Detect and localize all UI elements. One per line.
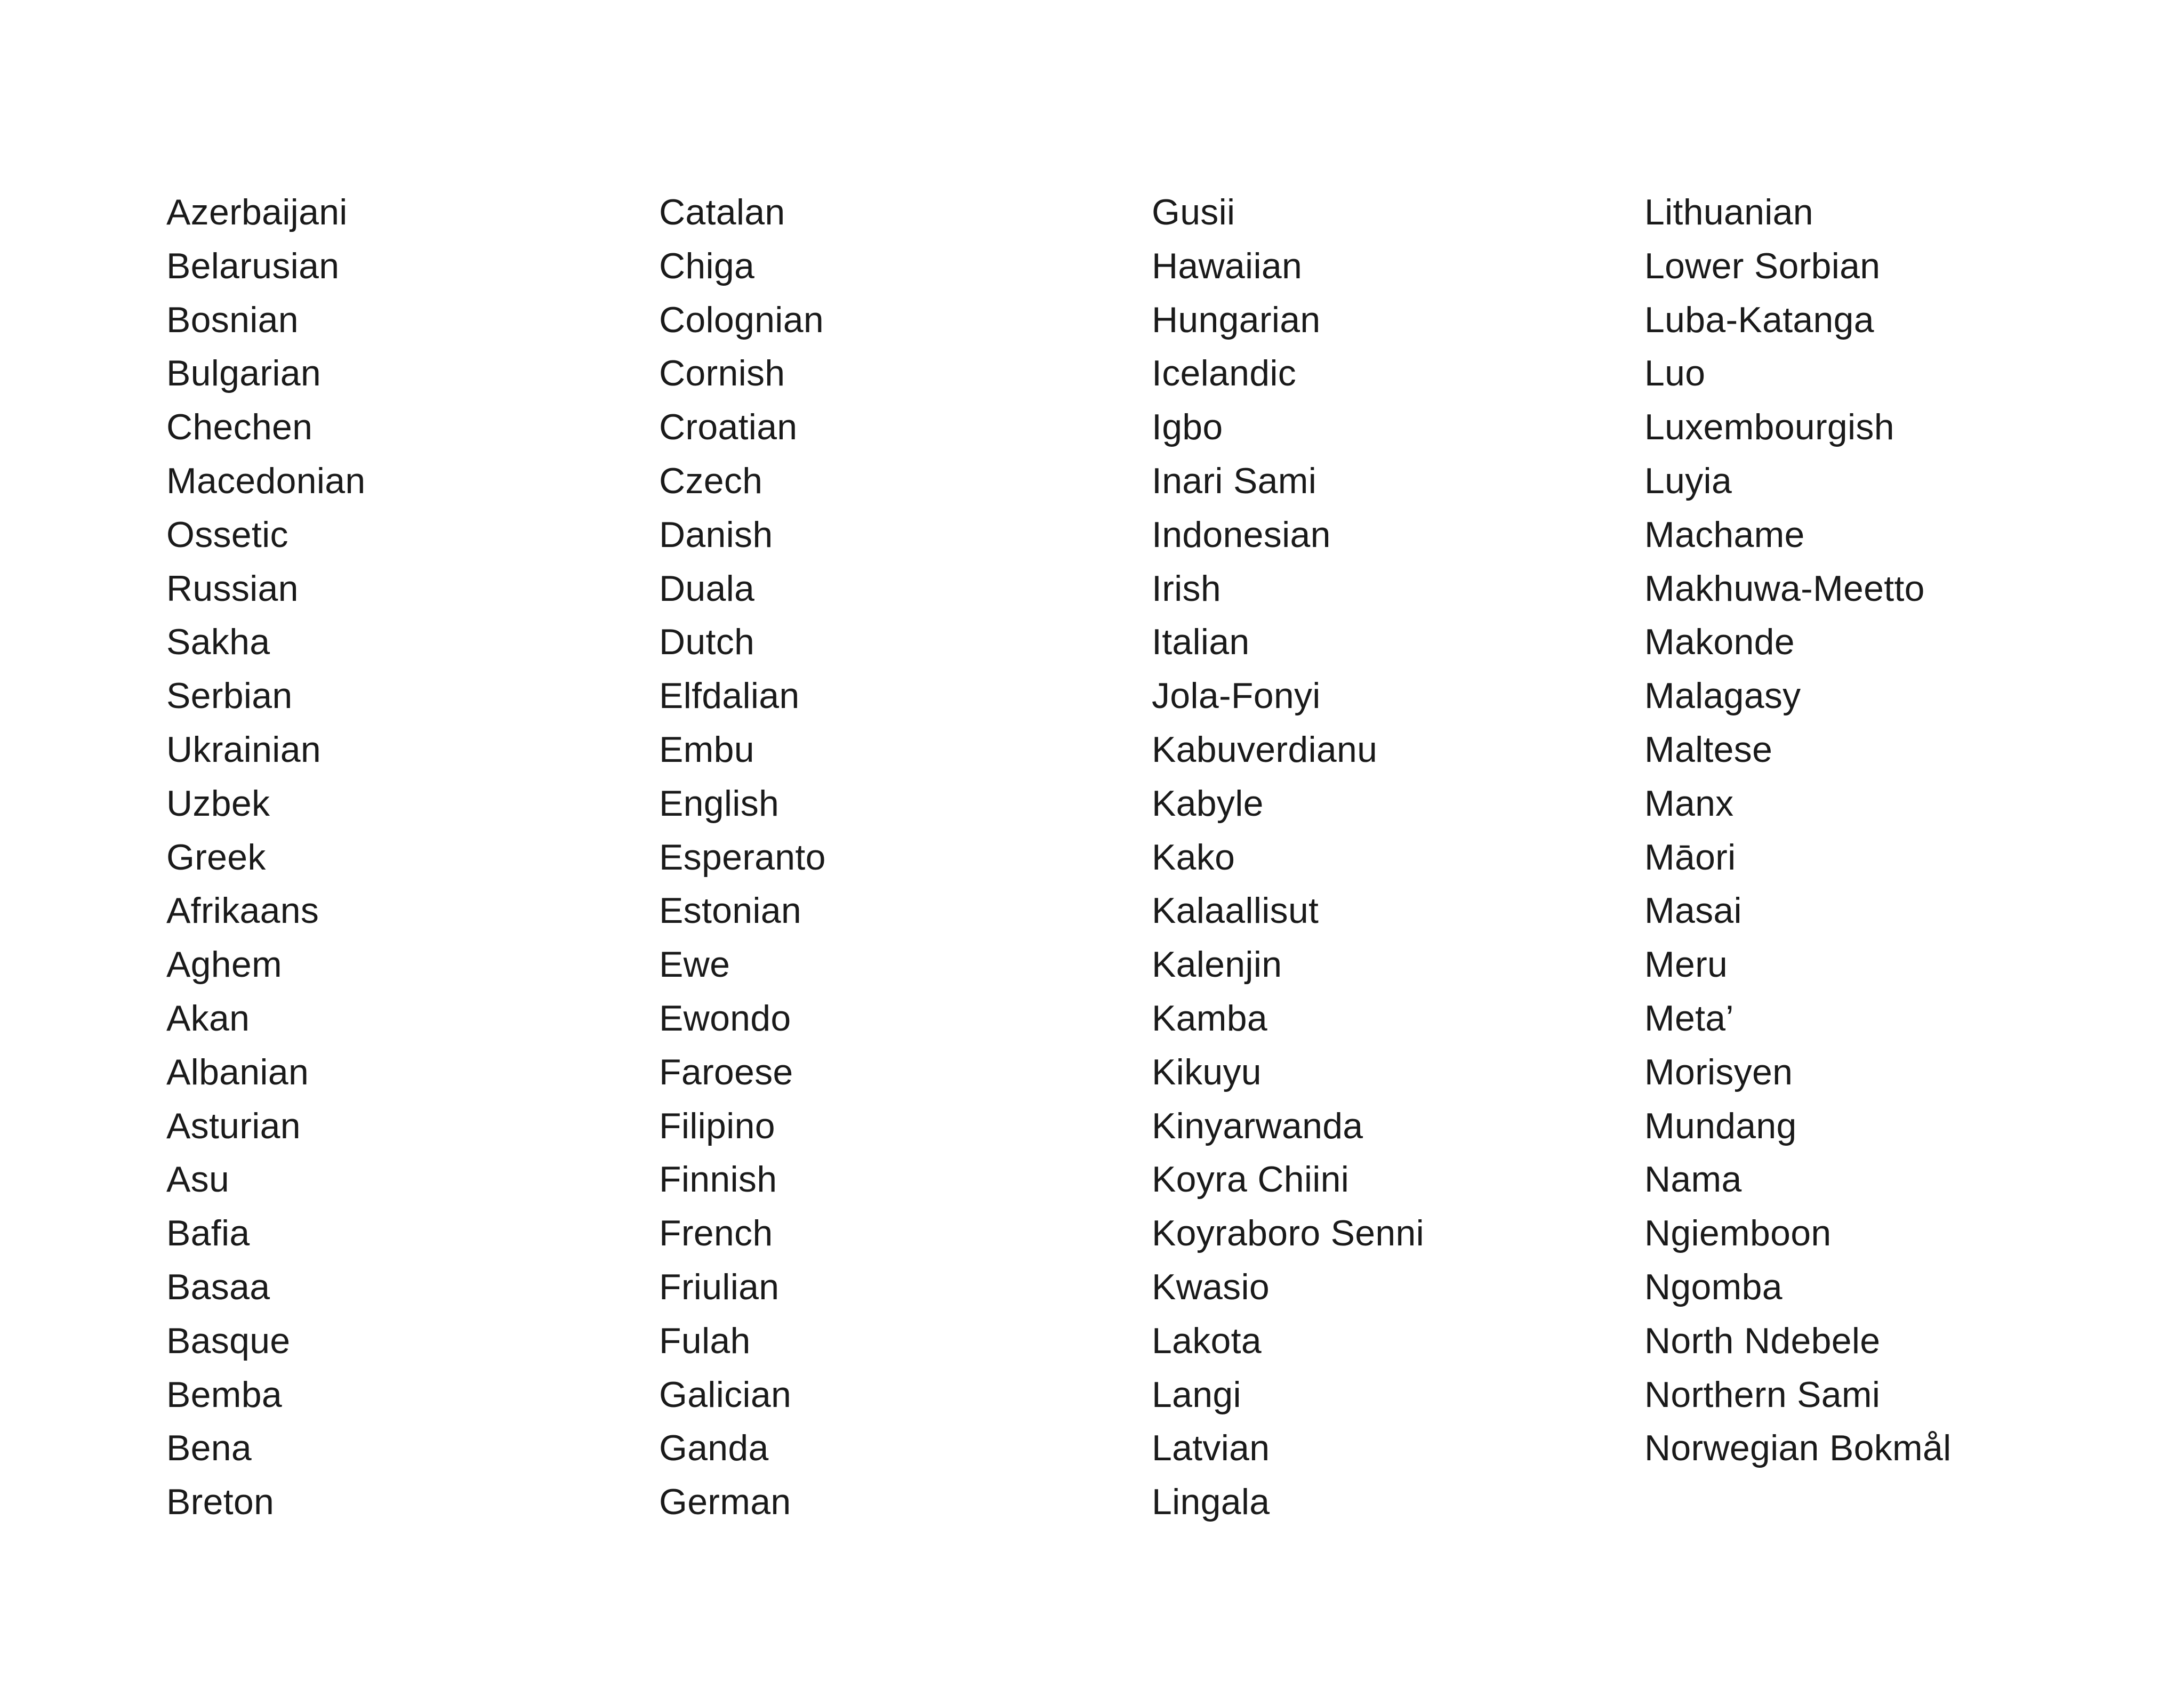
language-item: Hawaiian [1152,245,1303,286]
language-item: Ganda [659,1428,769,1469]
language-item: Ukrainian [166,729,321,770]
language-item: Meru [1644,944,1728,985]
language-column-3 [1152,186,1424,1529]
language-item: Friulian [659,1266,780,1307]
language-item: Luyia [1644,460,1732,501]
language-item: Kinyarwanda [1152,1105,1363,1146]
language-item: Breton [166,1482,275,1523]
language-item: Mundang [1644,1105,1797,1146]
language-item: Ewe [659,944,730,985]
language-item: Meta’ [1644,998,1734,1039]
language-item: Asturian [166,1105,301,1146]
language-item: Estonian [659,890,802,931]
language-item: Afrikaans [166,890,319,931]
language-item: Basque [166,1320,291,1361]
language-item: North Ndebele [1644,1320,1881,1361]
language-item: Embu [659,729,754,770]
language-item: Gusii [1152,192,1235,232]
language-item: Danish [659,514,773,555]
language-item: Lithuanian [1644,192,1813,232]
language-item: Koyra Chiini [1152,1159,1350,1200]
language-column-4 [1644,186,1952,1475]
language-item: Bemba [166,1374,282,1415]
language-item: Serbian [166,675,293,717]
language-item: Kamba [1152,998,1267,1039]
language-item: Luba-Katanga [1644,299,1874,340]
language-item: Māori [1644,837,1736,878]
language-item: Russian [166,568,299,609]
language-item: Indonesian [1152,514,1331,555]
language-column-2 [659,186,826,1529]
language-item: Jola-Fonyi [1152,675,1321,717]
language-item: Makhuwa-Meetto [1644,568,1925,609]
language-item: Belarusian [166,245,340,286]
language-item: Maltese [1644,729,1773,770]
language-item: Fulah [659,1320,751,1361]
language-item: Croatian [659,407,798,448]
language-item: Chiga [659,245,755,286]
language-item: Asu [166,1159,230,1200]
language-item: Czech [659,460,763,501]
language-item: Norwegian Bokmål [1644,1428,1952,1469]
language-item: Lingala [1152,1482,1270,1523]
language-item: Dutch [659,622,755,663]
language-item: Lower Sorbian [1644,245,1881,286]
language-item: German [659,1482,791,1523]
language-item: Finnish [659,1159,777,1200]
language-item: Macedonian [166,460,366,501]
language-item: Luo [1644,353,1706,394]
language-item: Lakota [1152,1320,1262,1361]
language-item: Ngomba [1644,1266,1782,1307]
language-item: Sakha [166,622,270,663]
language-item: Bena [166,1428,252,1469]
language-item: Bulgarian [166,353,322,394]
language-item: Chechen [166,407,313,448]
language-item: Langi [1152,1374,1241,1415]
language-item: Morisyen [1644,1051,1793,1092]
language-item: Northern Sami [1644,1374,1881,1415]
language-item: Uzbek [166,783,270,824]
language-item: Cornish [659,353,785,394]
language-item: Faroese [659,1051,793,1092]
language-item: Catalan [659,192,785,232]
language-item: Kikuyu [1152,1051,1262,1092]
language-item: Machame [1644,514,1805,555]
language-item: Ngiemboon [1644,1213,1832,1254]
language-item: Basaa [166,1266,270,1307]
language-column-1 [166,186,365,1529]
language-item: Kabyle [1152,783,1264,824]
language-item: Makonde [1644,622,1795,663]
language-item: Hungarian [1152,299,1321,340]
language-item: Colognian [659,299,824,340]
language-item: Icelandic [1152,353,1297,394]
language-item: Kwasio [1152,1266,1270,1307]
language-item: Malagasy [1644,675,1801,717]
language-item: English [659,783,780,824]
language-item: Kabuverdianu [1152,729,1378,770]
language-item: Galician [659,1374,792,1415]
language-item: Kalenjin [1152,944,1282,985]
language-item: Greek [166,837,266,878]
language-item: Igbo [1152,407,1223,448]
language-item: Esperanto [659,837,826,878]
language-item: Albanian [166,1051,309,1092]
language-item: Elfdalian [659,675,800,717]
language-item: Manx [1644,783,1734,824]
language-item: Ossetic [166,514,288,555]
language-item: Akan [166,998,250,1039]
language-item: Duala [659,568,755,609]
language-item: Koyraboro Senni [1152,1213,1425,1254]
language-item: Kalaallisut [1152,890,1319,931]
language-item: Filipino [659,1105,775,1146]
language-item: Kako [1152,837,1235,878]
language-item: Bosnian [166,299,299,340]
language-item: Aghem [166,944,282,985]
language-item: Ewondo [659,998,791,1039]
language-item: Bafia [166,1213,250,1254]
language-item: Irish [1152,568,1221,609]
language-item: French [659,1213,773,1254]
language-item: Latvian [1152,1428,1270,1469]
language-item: Luxembourgish [1644,407,1894,448]
language-item: Masai [1644,890,1742,931]
language-item: Azerbaijani [166,192,348,232]
language-item: Inari Sami [1152,460,1317,501]
language-item: Nama [1644,1159,1742,1200]
language-item: Italian [1152,622,1250,663]
